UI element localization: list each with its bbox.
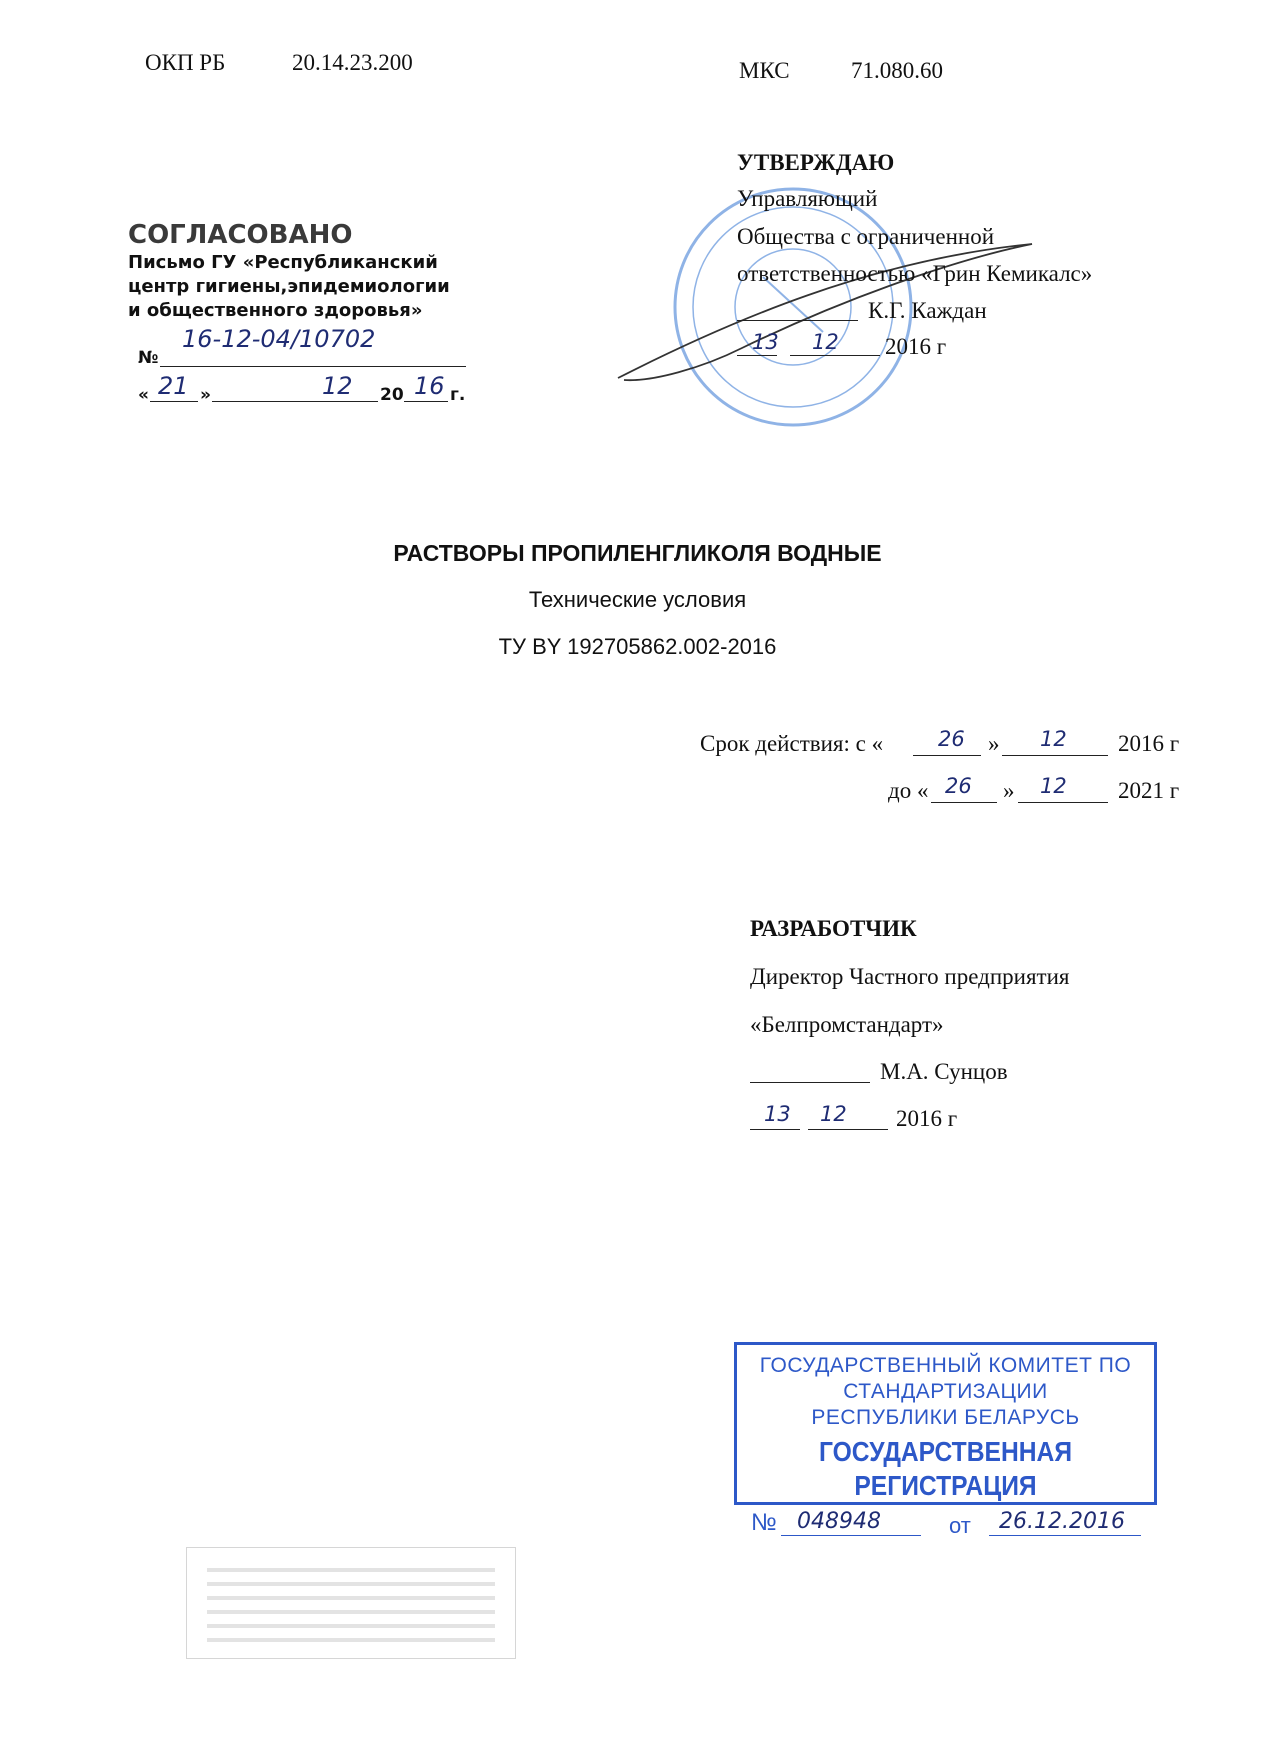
agreed-heading: СОГЛАСОВАНО <box>128 220 353 250</box>
agreed-year-end: г. <box>450 385 466 405</box>
agreed-line-3: и общественного здоровья» <box>128 300 423 321</box>
stamp-date: 26.12.2016 <box>999 1509 1125 1534</box>
agreed-year-prefix: 20 <box>380 385 404 405</box>
approved-line-1: Управляющий <box>737 186 878 211</box>
developer-month: 12 <box>820 1102 847 1126</box>
agreed-number-label: № <box>138 348 159 368</box>
approved-month-line <box>790 355 880 356</box>
validity-from-month: 12 <box>1040 727 1067 751</box>
agreed-year-suffix: 16 <box>414 372 445 400</box>
approved-heading: УТВЕРЖДАЮ <box>737 150 895 175</box>
approved-day-line <box>737 355 777 356</box>
validity-from-month-line <box>1002 755 1108 756</box>
stamp-number: 048948 <box>797 1509 881 1534</box>
agreed-line-2: центр гигиены,эпидемиологии <box>128 276 450 297</box>
agreed-date-close: » <box>200 385 211 405</box>
developer-line-2: «Белпромстандарт» <box>750 1012 944 1037</box>
approved-line-2: Общества с ограниченной <box>737 224 994 249</box>
approved-signature-line <box>737 320 858 321</box>
approved-month: 12 <box>812 330 839 354</box>
validity-to-month-line <box>1018 802 1108 803</box>
validity-from-label: Срок действия: с « <box>700 731 884 756</box>
registration-stamp <box>734 1342 1157 1538</box>
agreed-number: 16-12-04/10702 <box>182 325 376 353</box>
stamp-line-1: ГОСУДАРСТВЕННЫЙ КОМИТЕТ ПО <box>759 1354 1132 1377</box>
developer-line-1: Директор Частного предприятия <box>750 964 1070 989</box>
validity-from-day-line <box>913 755 981 756</box>
developer-signature-line <box>750 1082 870 1083</box>
agreed-month-line <box>212 401 378 402</box>
document-title: РАСТВОРЫ ПРОПИЛЕНГЛИКОЛЯ ВОДНЫЕ <box>393 540 882 566</box>
developer-year: 2016 г <box>896 1106 958 1131</box>
agreed-line-1: Письмо ГУ «Республиканский <box>128 252 438 273</box>
stamp-line-3: РЕСПУБЛИКИ БЕЛАРУСЬ <box>811 1406 1080 1429</box>
stamp-line-4: ГОСУДАРСТВЕННАЯ РЕГИСТРАЦИЯ <box>818 1436 1073 1501</box>
mks-label: МКС <box>739 58 790 83</box>
agreed-year-line <box>404 401 448 402</box>
validity-from-day: 26 <box>938 727 965 751</box>
approved-line-3: ответственностью «Грин Кемикалс» <box>737 261 1093 286</box>
agreed-number-line <box>160 366 466 367</box>
approved-day: 13 <box>752 330 779 354</box>
validity-to-day-line <box>931 802 997 803</box>
document-code: ТУ BY 192705862.002-2016 <box>498 634 777 659</box>
signature-stroke-icon <box>612 230 1082 390</box>
document-subtitle: Технические условия <box>528 587 747 612</box>
approved-year: 2016 г <box>885 334 947 359</box>
validity-to-day: 26 <box>945 774 972 798</box>
stamp-date-line <box>989 1535 1141 1536</box>
developer-month-line <box>808 1129 888 1130</box>
validity-to-label: до « <box>888 778 929 803</box>
okp-value: 20.14.23.200 <box>292 50 413 75</box>
mks-value: 71.080.60 <box>851 58 943 83</box>
agreed-date-open: « <box>138 385 149 405</box>
validity-from-mid: » <box>988 731 1000 756</box>
agreed-month: 12 <box>322 372 353 400</box>
validity-to-month: 12 <box>1040 774 1067 798</box>
stamp-line-2: СТАНДАРТИЗАЦИИ <box>843 1380 1048 1403</box>
developer-day: 13 <box>764 1102 791 1126</box>
stamp-number-label: № <box>751 1509 777 1536</box>
stamp-number-line <box>781 1535 921 1536</box>
faint-stamp <box>186 1547 516 1659</box>
stamp-date-label: от <box>949 1513 971 1538</box>
okp-label: ОКП РБ <box>145 50 226 75</box>
agreed-day: 21 <box>158 372 189 400</box>
developer-name: М.А. Сунцов <box>880 1059 1008 1084</box>
approved-name: К.Г. Каждан <box>868 298 987 323</box>
agreed-day-line <box>150 401 198 402</box>
validity-from-year: 2016 г <box>1118 731 1180 756</box>
developer-day-line <box>750 1129 800 1130</box>
validity-to-mid: » <box>1003 778 1015 803</box>
validity-to-year: 2021 г <box>1118 778 1180 803</box>
developer-heading: РАЗРАБОТЧИК <box>750 916 917 941</box>
